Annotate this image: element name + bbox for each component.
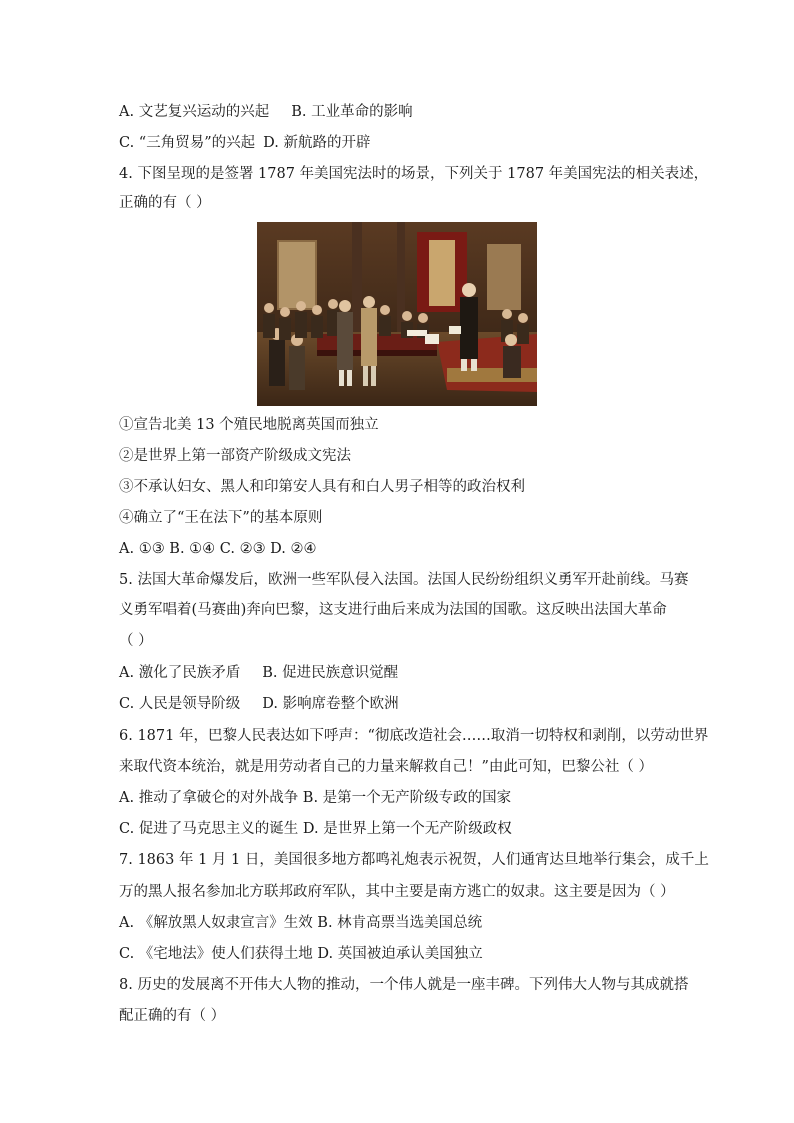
q7-stem-line2: 万的黑人报名参加北方联邦政府军队，其中主要是南方逃亡的奴隶。这主要是因为（ ） [119,884,675,900]
q4-options: A. ①③ B. ①④ C. ②③ D. ②④ [119,541,317,557]
q5-option-c: C. 人民是领导阶级 [119,696,241,712]
q6-stem-line1: 6. 1871 年，巴黎人民表达如下呼声：“彻底改造社会……取消一切特权和剥削，以劳动世界 [119,728,709,744]
q5-option-b: B. 促进民族意识觉醒 [262,665,399,681]
q4-statement-4: ④确立了“王在法下”的基本原则 [119,510,323,526]
q4-statement-2: ②是世界上第一部资产阶级成文宪法 [119,448,351,464]
q3-option-a: A. 文艺复兴运动的兴起 [119,104,270,120]
q3-option-b: B. 工业革命的影响 [291,104,413,120]
q5-options-row2 [119,694,399,714]
q7-stem-line1: 7. 1863 年 1 月 1 日，美国很多地方都鸣礼炮表示祝贺，人们通宵达旦地举行集会，成千上 [119,852,709,868]
q4-stem-line1: 4. 下图呈现的是签署 1787 年美国宪法时的场景，下列关于 1787 年美国宪法的相关表述， [119,166,709,182]
q3-options-row1 [119,102,413,122]
q6-stem-line2: 来取代资本统治，就是用劳动者自己的力量来解救自己！”由此可知，巴黎公社（ ） [119,759,654,775]
q5-options-row1 [119,663,398,683]
q5-option-d: D. 影响席卷整个欧洲 [262,696,399,712]
q5-option-a: A. 激化了民族矛盾 [119,665,241,681]
q4-statement-1: ①宣告北美 13 个殖民地脱离英国而独立 [119,417,379,433]
q8-stem-line2: 配正确的有（ ） [119,1008,226,1024]
q8-stem-line1: 8. 历史的发展离不开伟大人物的推动，一个伟人就是一座丰碑。下列伟大人物与其成就搭 [119,977,689,993]
constitution-signing-painting-icon [257,222,537,406]
q5-stem-line2: 义勇军唱着(马赛曲)奔向巴黎，这支进行曲后来成为法国的国歌。这反映出法国大革命 [119,602,667,618]
q5-stem-line1: 5. 法国大革命爆发后，欧洲一些军队侵入法国。法国人民纷纷组织义勇军开赴前线。马赛 [119,572,689,588]
q7-options-row2: C. 《宅地法》使人们获得土地 D. 英国被迫承认美国独立 [119,946,483,962]
q4-statement-3: ③不承认妇女、黑人和印第安人具有和白人男子相等的政治权利 [119,479,525,495]
q5-stem-line3: （ ） [119,633,153,649]
q3-options-row2 [119,133,370,153]
q3-option-c: C. “三角贸易”的兴起 [119,135,256,151]
q4-stem-line2: 正确的有（ ） [119,195,211,211]
q3-option-d: D. 新航路的开辟 [263,135,371,151]
q6-options-row1: A. 推动了拿破仑的对外战争 B. 是第一个无产阶级专政的国家 [119,790,512,806]
q6-options-row2: C. 促进了马克思主义的诞生 D. 是世界上第一个无产阶级政权 [119,821,512,837]
q7-options-row1: A. 《解放黑人奴隶宣言》生效 B. 林肯高票当选美国总统 [119,915,483,931]
